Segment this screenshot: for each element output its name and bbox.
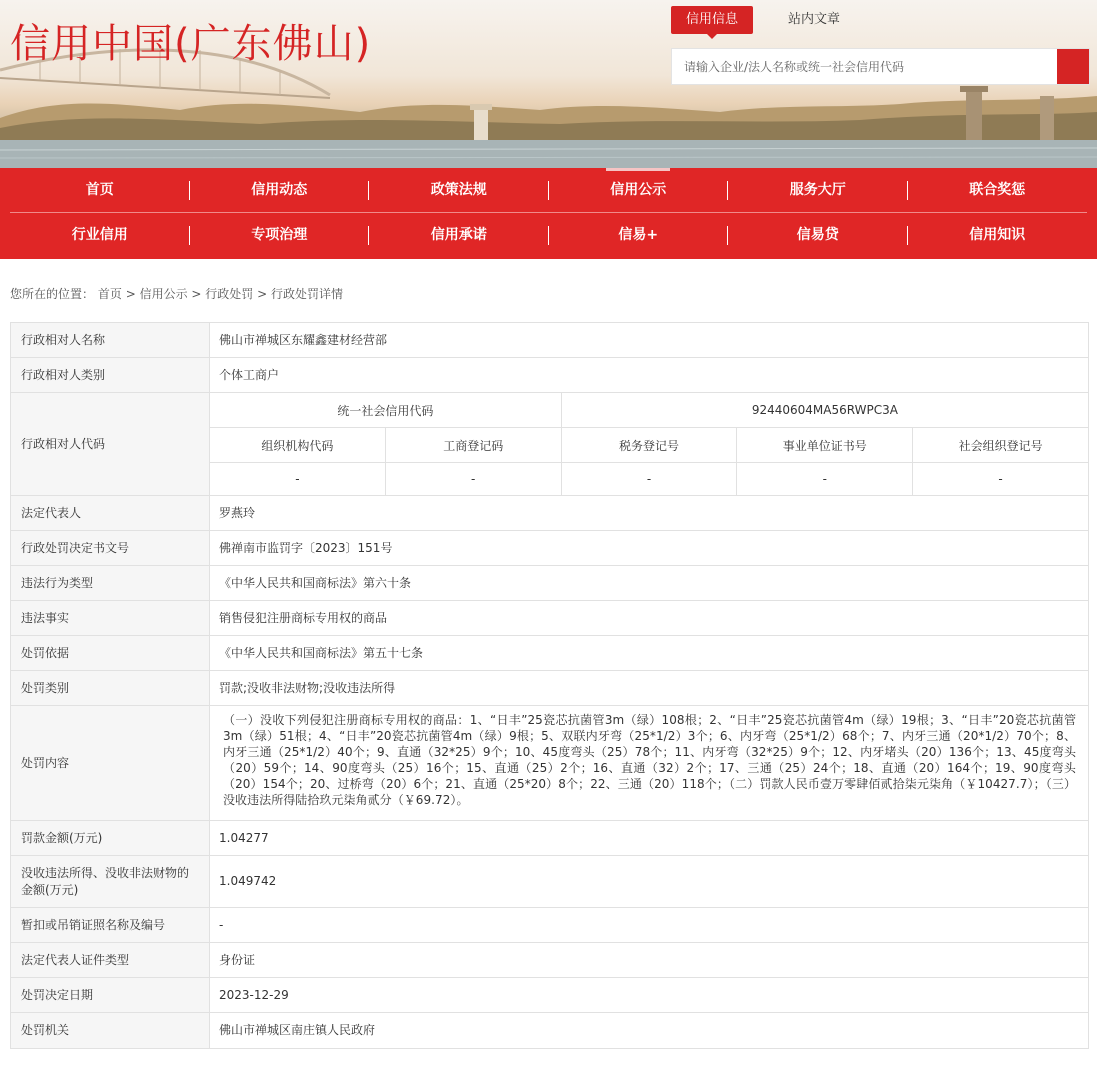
uscc-value: 92440604MA56RWPC3A: [751, 403, 898, 417]
breadcrumb-separator: >: [125, 287, 140, 301]
nav-item-credit-disclosure[interactable]: 信用公示: [549, 168, 729, 212]
detail-label: 违法事实: [11, 601, 210, 635]
detail-value: 1.049742: [219, 874, 277, 888]
code-row-uscc: [210, 393, 1088, 428]
main-nav: [0, 168, 1097, 259]
search-tab-credit-info[interactable]: 信用信息: [671, 6, 753, 34]
code-label: 社会组织登记号: [958, 438, 1043, 453]
detail-row-authority: [11, 1013, 1088, 1048]
detail-row-penalty-basis: [11, 636, 1088, 671]
detail-row-violation-fact: [11, 601, 1088, 636]
detail-row-penalty-kind: [11, 671, 1088, 706]
nav-item-industry-credit[interactable]: 行业信用: [10, 213, 190, 258]
detail-row-decision-date: [11, 978, 1088, 1013]
code-value: -: [386, 463, 562, 495]
nav-item-special-governance[interactable]: 专项治理: [190, 213, 370, 258]
code-label: 税务登记号: [562, 428, 738, 462]
nav-item-service-hall[interactable]: 服务大厅: [728, 168, 908, 212]
detail-row-confiscation: [11, 856, 1088, 908]
code-row-labels: [210, 428, 1088, 463]
detail-label: 法定代表人: [11, 496, 210, 530]
nav-item-xinyi-plus[interactable]: 信易+: [549, 213, 729, 258]
breadcrumb-separator: >: [191, 287, 206, 301]
detail-row-penalty-content: [11, 706, 1088, 821]
nav-item-credit-news[interactable]: 信用动态: [190, 168, 370, 212]
search-tab-site-articles[interactable]: 站内文章: [788, 12, 841, 27]
detail-value: -: [219, 917, 224, 932]
detail-value: 个体工商户: [219, 367, 280, 382]
uscc-label: 统一社会信用代码: [210, 393, 562, 427]
breadcrumb-home[interactable]: 首页: [97, 287, 122, 301]
detail-row-codes: [11, 393, 1088, 496]
detail-row-id-type: [11, 943, 1088, 978]
code-label: 事业单位证书号: [737, 428, 913, 462]
code-label: 工商登记码: [386, 428, 562, 462]
code-value: -: [737, 463, 913, 495]
detail-label: 处罚类别: [11, 671, 210, 705]
breadcrumb-current: 行政处罚详情: [271, 287, 344, 301]
penalty-detail-table: [10, 322, 1089, 1049]
detail-value: 佛山市禅城区南庄镇人民政府: [219, 1023, 376, 1037]
breadcrumb-separator: >: [257, 287, 271, 301]
breadcrumb-prefix: 您所在的位置：: [10, 287, 95, 301]
detail-label: 违法行为类型: [11, 566, 210, 600]
breadcrumb-admin-penalty[interactable]: 行政处罚: [205, 287, 254, 301]
detail-value: 佛山市禅城区东耀鑫建材经营部: [219, 332, 388, 347]
detail-row-license: [11, 908, 1088, 943]
detail-label: 行政相对人类别: [11, 358, 210, 392]
detail-row-violation-type: [11, 566, 1088, 601]
nav-item-credit-commitment[interactable]: 信用承诺: [369, 213, 549, 258]
detail-value: （一）没收下列侵犯注册商标专用权的商品：1、“日丰”25瓷芯抗菌管3m（绿）108根；2、“日丰”25瓷芯抗菌管4m（绿）19根；3、“日丰”20瓷芯抗菌管3m（绿）51根；4、“日丰”20瓷芯抗菌管4m（绿）9根；5、双联内牙弯（25*1/2）3个；6、内牙弯（25*1/2）68个；7、内牙三通（20*1/2）70个；8、内牙三通（25*1/2）40个；9、直通（32*25）9个；10、45度弯头（25）78个；11、内牙弯（32*25）9个；12、内牙堵头（20）136个；13、45度弯头（20）59个；14、90度弯头（25）16个；15、直通（25）2个；16、直通（32）2个；17、三通（25）24个；18、直通（20）164个；19、90度弯头（20）154个；20、过桥弯（20）6个；21、直通（25*20）8个；22、三通（20）118个；（二）罚款人民币壹万零肆佰贰拾柒元柒角（￥10427.7）；（三）没收违法所得陆拾玖元柒角贰分（￥69.72）。: [223, 713, 1076, 807]
detail-label: 处罚依据: [11, 636, 210, 670]
detail-label: 没收违法所得、没收非法财物的金额(万元): [11, 856, 210, 907]
detail-label: 行政处罚决定书文号: [11, 531, 210, 565]
search-icon: [672, 49, 688, 65]
breadcrumb-credit-disclosure[interactable]: 信用公示: [139, 287, 188, 301]
detail-value: 身份证: [219, 952, 256, 967]
code-value: -: [562, 463, 738, 495]
code-row-values: [210, 463, 1088, 495]
search-input[interactable]: [672, 49, 1057, 84]
detail-row-decision-doc: [11, 531, 1088, 566]
detail-row-fine-amount: [11, 821, 1088, 856]
header-banner: [0, 0, 1097, 168]
detail-label: 罚款金额(万元): [11, 821, 210, 855]
detail-value: 2023-12-29: [219, 987, 289, 1002]
nav-item-xinyi-loan[interactable]: 信易贷: [728, 213, 908, 258]
detail-label: 处罚机关: [11, 1013, 210, 1048]
detail-label: 行政相对人代码: [11, 393, 210, 495]
code-value: -: [210, 463, 386, 495]
detail-value: 罚款;没收非法财物;没收违法所得: [219, 680, 396, 695]
detail-value: 《中华人民共和国商标法》第五十七条: [219, 645, 424, 660]
detail-row-name: [11, 323, 1088, 358]
nav-item-policies[interactable]: 政策法规: [369, 168, 549, 212]
detail-label: 法定代表人证件类型: [11, 943, 210, 977]
detail-value: 1.04277: [219, 830, 269, 845]
detail-value: 销售侵犯注册商标专用权的商品: [219, 610, 388, 625]
detail-row-category: [11, 358, 1088, 393]
detail-label: 行政相对人名称: [11, 323, 210, 357]
detail-value: 罗燕玲: [219, 505, 256, 520]
nav-row-1: [10, 168, 1087, 213]
nav-row-2: [10, 213, 1087, 258]
search-box: [671, 48, 1090, 85]
nav-item-credit-knowledge[interactable]: 信用知识: [969, 227, 1026, 243]
detail-value: 《中华人民共和国商标法》第六十条: [219, 575, 412, 590]
code-grid: [210, 393, 1088, 495]
nav-item-home[interactable]: 首页: [10, 168, 190, 212]
search-tabs: [671, 6, 855, 34]
nav-item-joint-rewards[interactable]: 联合奖惩: [969, 182, 1026, 198]
code-label: 组织机构代码: [210, 428, 386, 462]
detail-value: 佛禅南市监罚字〔2023〕151号: [219, 540, 393, 555]
detail-label: 处罚内容: [11, 706, 210, 820]
breadcrumb: [0, 286, 1097, 302]
detail-label: 处罚决定日期: [11, 978, 210, 1012]
site-title[interactable]: 信用中国(广东佛山): [10, 21, 372, 67]
detail-label: 暂扣或吊销证照名称及编号: [11, 908, 210, 942]
search-button[interactable]: [1057, 49, 1089, 84]
code-value: -: [998, 472, 1003, 486]
detail-row-legal-rep: [11, 496, 1088, 531]
